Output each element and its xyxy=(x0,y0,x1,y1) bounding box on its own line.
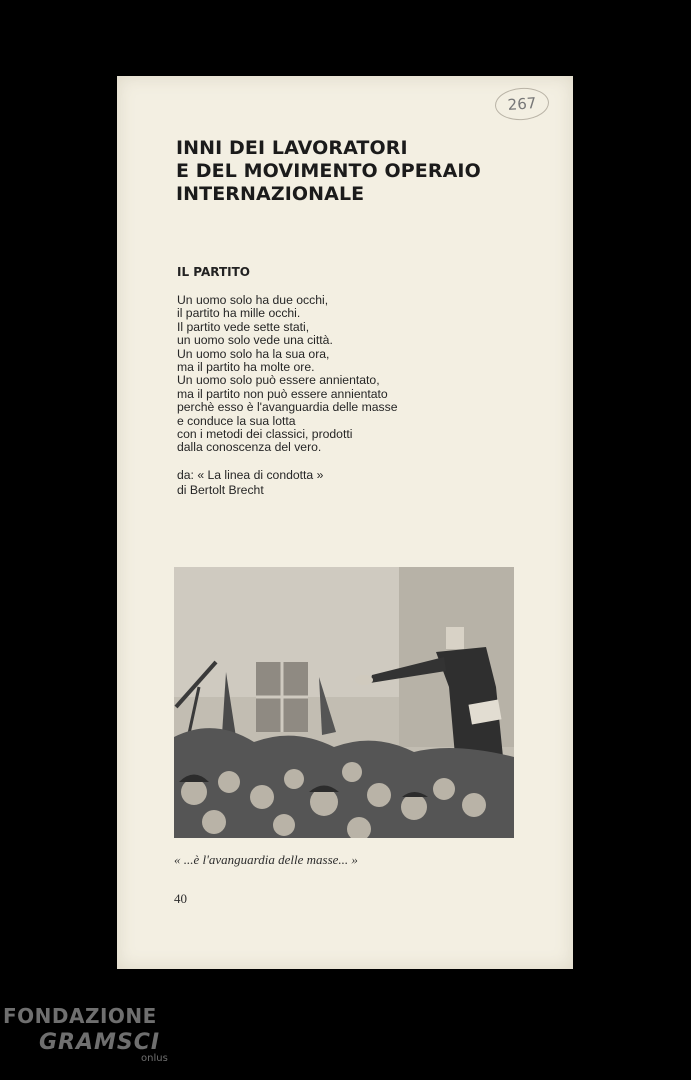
main-title xyxy=(176,137,481,206)
logo-suffix: onlus xyxy=(141,1053,168,1064)
fondazione-gramsci-logo xyxy=(3,1004,203,1074)
main-title-line: INNI DEI LAVORATORI xyxy=(176,137,408,159)
poem-line: Un uomo solo ha la sua ora, xyxy=(177,346,330,361)
logo-line2: GRAMSCI xyxy=(39,1030,161,1055)
source-line: di Bertolt Brecht xyxy=(177,482,264,497)
poem-line: Un uomo solo può essere annientato, xyxy=(177,373,380,388)
poem-line: un uomo solo vede una città. xyxy=(177,333,333,348)
logo-line1: FONDAZIONE xyxy=(3,1004,157,1028)
poem-line: ma il partito non può essere annientato xyxy=(177,386,388,401)
poem-source xyxy=(177,468,323,497)
source-line: da: « La linea di condotta » xyxy=(177,468,324,482)
poem-line: perchè esso è l'avanguardia delle masse xyxy=(177,400,398,415)
poem-line: Il partito vede sette stati, xyxy=(177,319,310,334)
poem-line: Un uomo solo ha due occhi, xyxy=(177,293,329,307)
poem-line: e conduce la sua lotta xyxy=(177,413,296,428)
archive-number-stamp: 267 xyxy=(494,86,550,122)
main-title-line: E DEL MOVIMENTO OPERAIO xyxy=(176,160,481,182)
illustration-caption: « ...è l'avanguardia delle masse... » xyxy=(174,852,358,867)
poem-title: IL PARTITO xyxy=(177,265,251,279)
poem-line: con i metodi dei classici, prodotti xyxy=(177,427,353,442)
main-title-line: INTERNAZIONALE xyxy=(176,183,365,205)
page-number: 40 xyxy=(174,891,187,906)
lenin-speech-illustration xyxy=(174,567,514,838)
poem-text xyxy=(177,294,507,455)
poem-line: ma il partito ha molte ore. xyxy=(177,360,315,375)
document-page xyxy=(117,76,573,969)
poem-line: il partito ha mille occhi. xyxy=(177,306,301,321)
poem-line: dalla conoscenza del vero. xyxy=(177,440,322,455)
